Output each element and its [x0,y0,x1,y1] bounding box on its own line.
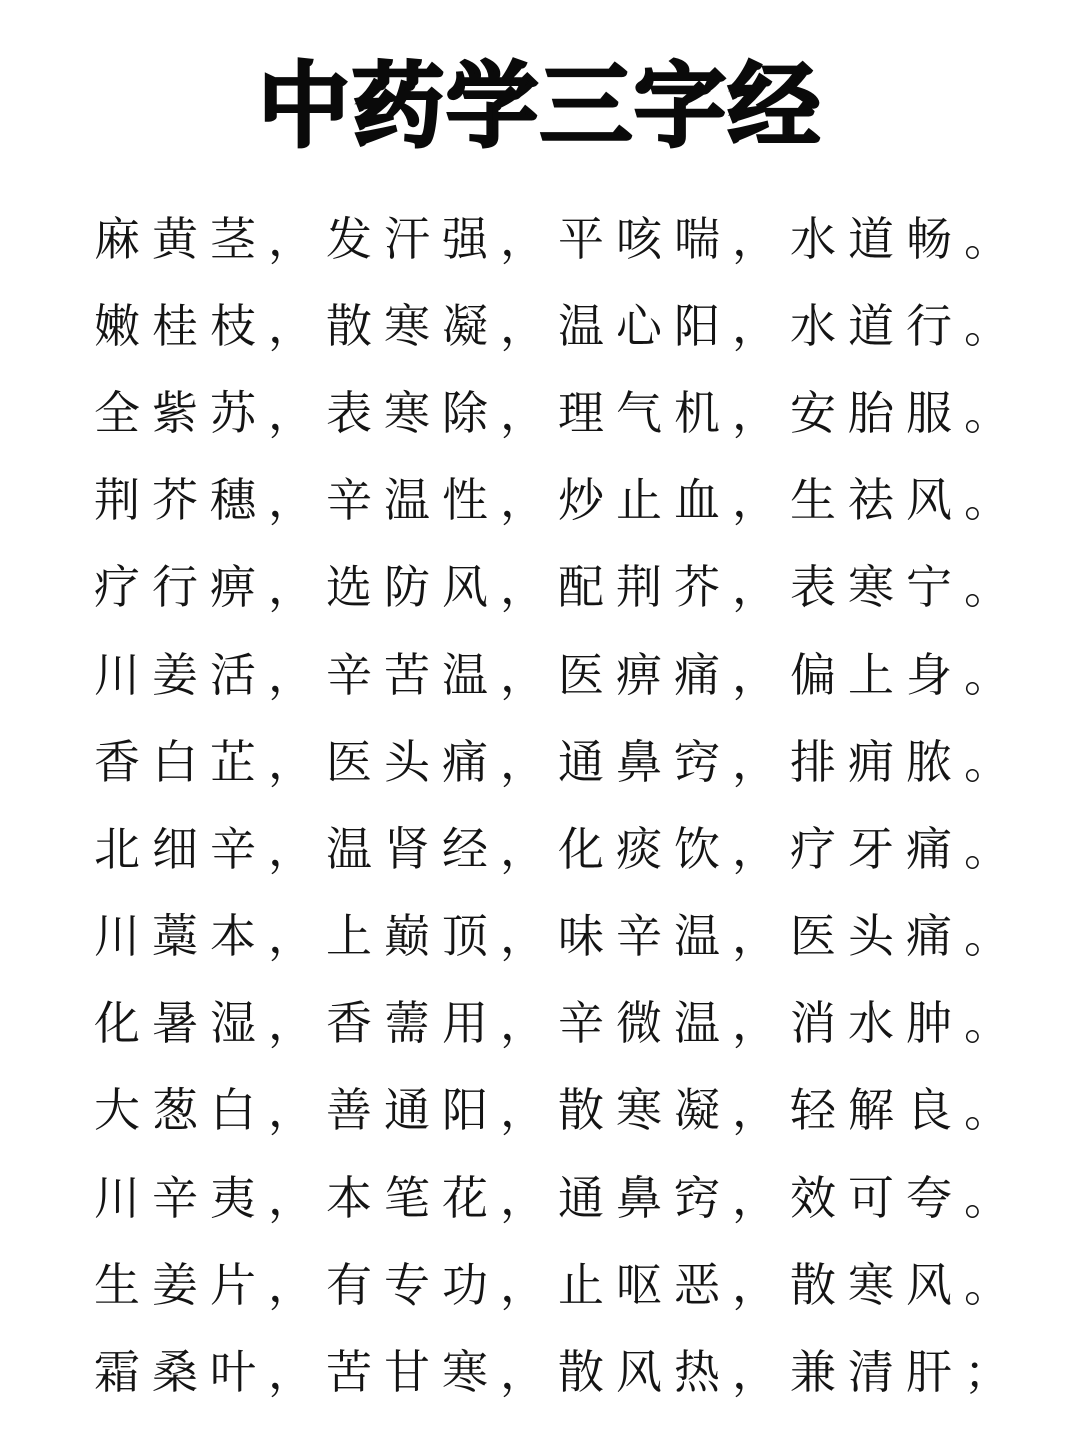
verse-line [94,715,1022,802]
verse-phrase: 麻黄茎， [94,211,326,266]
verse-phrase: 川辛夷， [94,1170,326,1225]
verse-phrase: 大葱白， [94,1083,326,1138]
verse-line [94,1238,1022,1325]
verse-phrase: 北细辛， [94,821,326,876]
verse-phrase: 通鼻窍， [558,1170,790,1225]
verse-phrase: 散寒凝， [558,1083,790,1138]
verse-line [94,1325,1022,1412]
verse-phrase: 医头痛。 [790,909,1022,964]
verse-phrase: 生姜片， [94,1257,326,1312]
verse-phrase: 散风热， [558,1345,790,1400]
verse-line [94,1151,1022,1238]
verse-phrase: 消水肿。 [790,996,1022,1051]
verse-phrase: 水道畅。 [790,211,1022,266]
verse-line [94,192,1022,279]
verse-phrase: 川藁本， [94,909,326,964]
verse-phrase: 通鼻窍， [558,734,790,789]
verse-phrase: 偏上身。 [790,647,1022,702]
verse-phrase: 表寒除， [326,385,558,440]
verse-phrase: 香薷用， [326,996,558,1051]
verse-line [94,628,1022,715]
verse-phrase: 化痰饮， [558,821,790,876]
verse-line [94,890,1022,977]
verse-phrase: 本笔花， [326,1170,558,1225]
verse-line [94,454,1022,541]
verse-phrase: 温肾经， [326,821,558,876]
verse-phrase: 疗牙痛。 [790,821,1022,876]
verse-phrase: 全紫苏， [94,385,326,440]
verse-phrase: 选防风， [326,560,558,615]
verse-phrase: 川姜活， [94,647,326,702]
verse-phrase: 苦甘寒， [326,1345,558,1400]
verse-phrase: 散寒风。 [790,1257,1022,1312]
page-title: 中药学三字经 [257,53,822,160]
verse-phrase: 医痹痛， [558,647,790,702]
verse-phrase: 辛苦温， [326,647,558,702]
verse-line [94,279,1022,366]
verse-line [94,541,1022,628]
verse-phrase: 效可夸。 [790,1170,1022,1225]
verse-phrase: 发汗强， [326,211,558,266]
verse-phrase: 配荆芥， [558,560,790,615]
verse-phrase: 水道行。 [790,298,1022,353]
verse-phrase: 善通阳， [326,1083,558,1138]
verse-phrase: 香白芷， [94,734,326,789]
verse-phrase: 有专功， [326,1257,558,1312]
verse-phrase: 止呕恶， [558,1257,790,1312]
verse-phrase: 兼清肝； [790,1345,1022,1400]
verse-phrase: 表寒宁。 [790,560,1022,615]
verse-phrase: 安胎服。 [790,385,1022,440]
verse-phrase: 散寒凝， [326,298,558,353]
verse-phrase: 嫩桂枝， [94,298,326,353]
verse-phrase: 上巅顶， [326,909,558,964]
verse-phrase: 化暑湿， [94,996,326,1051]
verse-phrase: 辛微温， [558,996,790,1051]
verse-line [94,977,1022,1064]
verse-phrase: 温心阳， [558,298,790,353]
verse-phrase: 味辛温， [558,909,790,964]
verse-list [94,192,1022,1413]
verse-phrase: 平咳喘， [558,211,790,266]
verse-phrase: 炒止血， [558,473,790,528]
verse-phrase: 辛温性， [326,473,558,528]
verse-line [94,802,1022,889]
verse-phrase: 霜桑叶， [94,1345,326,1400]
verse-line [94,1064,1022,1151]
verse-phrase: 理气机， [558,385,790,440]
verse-phrase: 轻解良。 [790,1083,1022,1138]
verse-phrase: 排痈脓。 [790,734,1022,789]
verse-phrase: 疗行痹， [94,560,326,615]
verse-phrase: 荆芥穗， [94,473,326,528]
verse-phrase: 医头痛， [326,734,558,789]
verse-phrase: 生祛风。 [790,473,1022,528]
verse-line [94,366,1022,453]
